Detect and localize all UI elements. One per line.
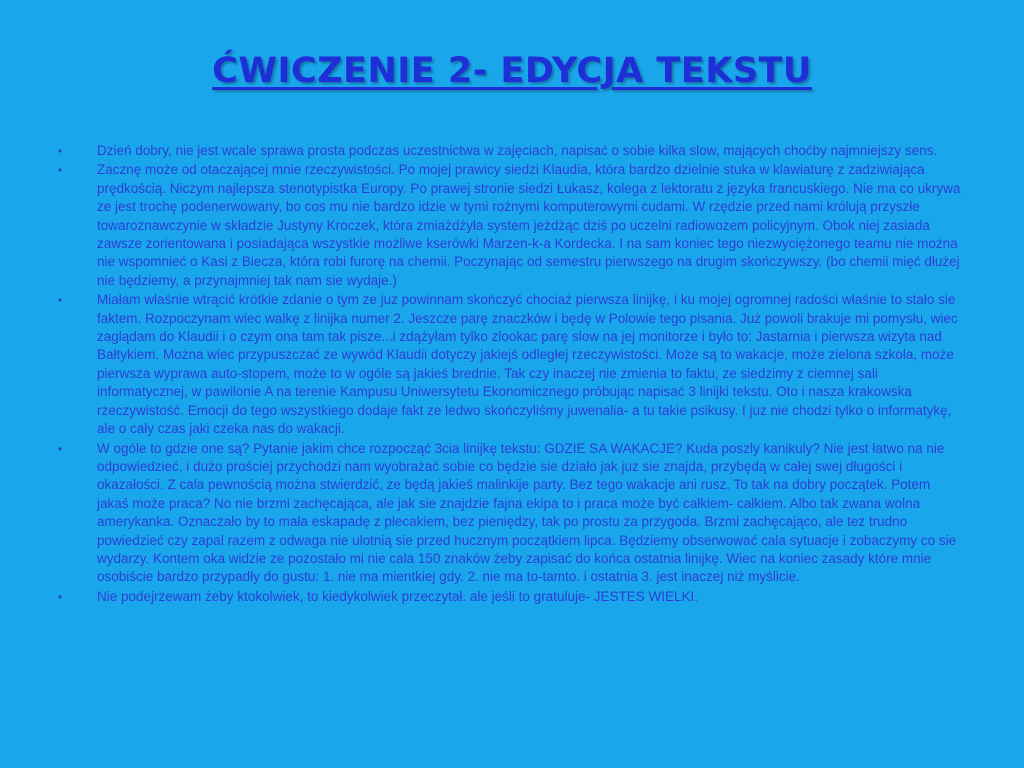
bullet-item [58,142,963,160]
bullet-item [58,588,963,606]
bullet-item [58,161,963,290]
bullet-marker-icon: • [58,163,63,178]
bullet-marker-icon: • [58,589,63,604]
bullet-text: W ogóle to gdzie one są? Pytanie jakim chce rozpocząć 3cia linijkę tekstu: GDZIE SA WAKACJE? Kuda poszly kanikuly? Nie jest łatwo na nie odpowiedzieć, i dużo prościej przychodzi nam wyobrażać sobie co będzie sie działo jak juz sie znajda, przybędą w całej swej długości i okazałości. Z cala pewnością można stwierdzić, ze będą jakieś malinkije party. Bez tego wakacje ani rusz. To tak na dobry początek. Potem jakaś może praca? No nie brzmi zachęcająca, ale jak sie znajdzie fajna ekipa to i praca może być całkiem- całkiem. Albo tak zwana wolna amerykanka. Oznaczało by to mała eskapadę z plecakiem, bez pieniędzy, tak po prostu za przygoda. Brzmi zachęcająco, ale tez trudno powiedzieć czy zapal razem z odwaga nie ulotnią sie przed hucznym początkiem lipca. Będziemy obserwować cala sytuacje i zobaczymy co sie wydarzy. Kontem oka widzie ze pozostało mi nie cala 150 znaków żeby zapisać do końca ostatnia linijkę. Wiec na koniec zasady które mnie osobiście bardzo przypadły do gustu: 1. nie ma mientkiej gdy. 2. nie ma to-tamto. i ostatnia 3. jest inaczej niż myślicie. [97,440,957,585]
bullet-text: Nie podejrzewam żeby ktokolwiek, to kiedykolwiek przeczytał. ale jeśli to gratuluje- JESTES WIELKI. [97,588,698,604]
bullet-item [58,440,963,587]
bullet-text: Dzień dobry, nie jest wcale sprawa prosta podczas uczestnictwa w zajęciach, napisać o sobie kilka slow, mających choćby najmniejszy sens. [97,143,938,158]
bullet-text: Miałam właśnie wtrącić krótkie zdanie o tym ze juz powinnam skończyć chociaż pierwsza linijkę, i ku mojej ogromnej radości właśnie to stało sie faktem. Rozpoczynam wiec walkę z linijka numer 2. Jeszcze parę znaczków i będę w Polowie tego pisania. Już powoli brakuje mi pomysłu, wiec zaglądam do Klaudii i o czym ona tam tak pisze...i zdążyłam tylko zlookac parę slow na jej monitorze i było to: Jastarnia i pierwsza wizyta nad Bałtykiem. Można wiec przypuszczać ze wywód Klaudii dotyczy jakiejś odległej rzeczywistości. Może są to wakacje, może zielona szkoła, może pierwsza wyprawa auto-stopem, może to w ogóle są jakieś brednie. Tak czy inaczej nie zmienia to faktu, ze siedzimy z ciemnej sali informatycznej, w pawilonie A na terenie Kampusu Uniwersytetu Ekonomicznego próbując napisać 3 linijki tekstu. Oto i nasza krakowska rzeczywistość. Emocji do tego wszystkiego dodaje fakt ze ledwo skończyliśmy juwenalia- a tu takie psikusy. I juz nie chodzi tylko o informatykę, ale o cały czas jaki czeka nas do wakacji. [97,292,958,437]
bullet-marker-icon: • [58,293,63,308]
slide-content [58,142,963,607]
bullet-marker-icon: • [58,144,63,158]
bullet-list [58,142,963,606]
bullet-text: Zacznę może od otaczającej mnie rzeczywistości. Po mojej prawicy siedzi Klaudia, która bardzo dzielnie stuka w klawiaturę z zadziwiająca prędkością. Niczym najlepsza stenotypistka Europy. Po prawej stronie siedzi Łukasz, kolega z lektoratu z języka francuskiego. Nie ma co ukrywa ze jest trochę podenerwowany, bo cos mu nie bardzo idzie w tymi rożnymi komputerowymi cudami. W rzędzie przed nami królują przyszłe towaroznawczynie w składzie Justyny Kroczek, która zmiażdżyła system jeżdżąc dziś po uczelni radiowozem policyjnym. Obok niej zasiada zawsze zorientowana i posiadająca wszystkie możliwe kserówki Marzen-k-a Kordecka. I na sam koniec tego niezwyciężonego teamu nie można nie wspomnieć o Kasi z Biecza, która robi furorę na chemii. Poczynając od semestru pierwszego na drugim skończywszy. (bo chemii mięć dłużej nie będziemy, a przynajmniej tak nam sie wydaje.) [97,162,961,288]
bullet-marker-icon: • [58,441,63,456]
slide-title: ĆWICZENIE 2- EDYCJA TEKSTU [212,51,812,91]
bullet-item [58,291,963,438]
